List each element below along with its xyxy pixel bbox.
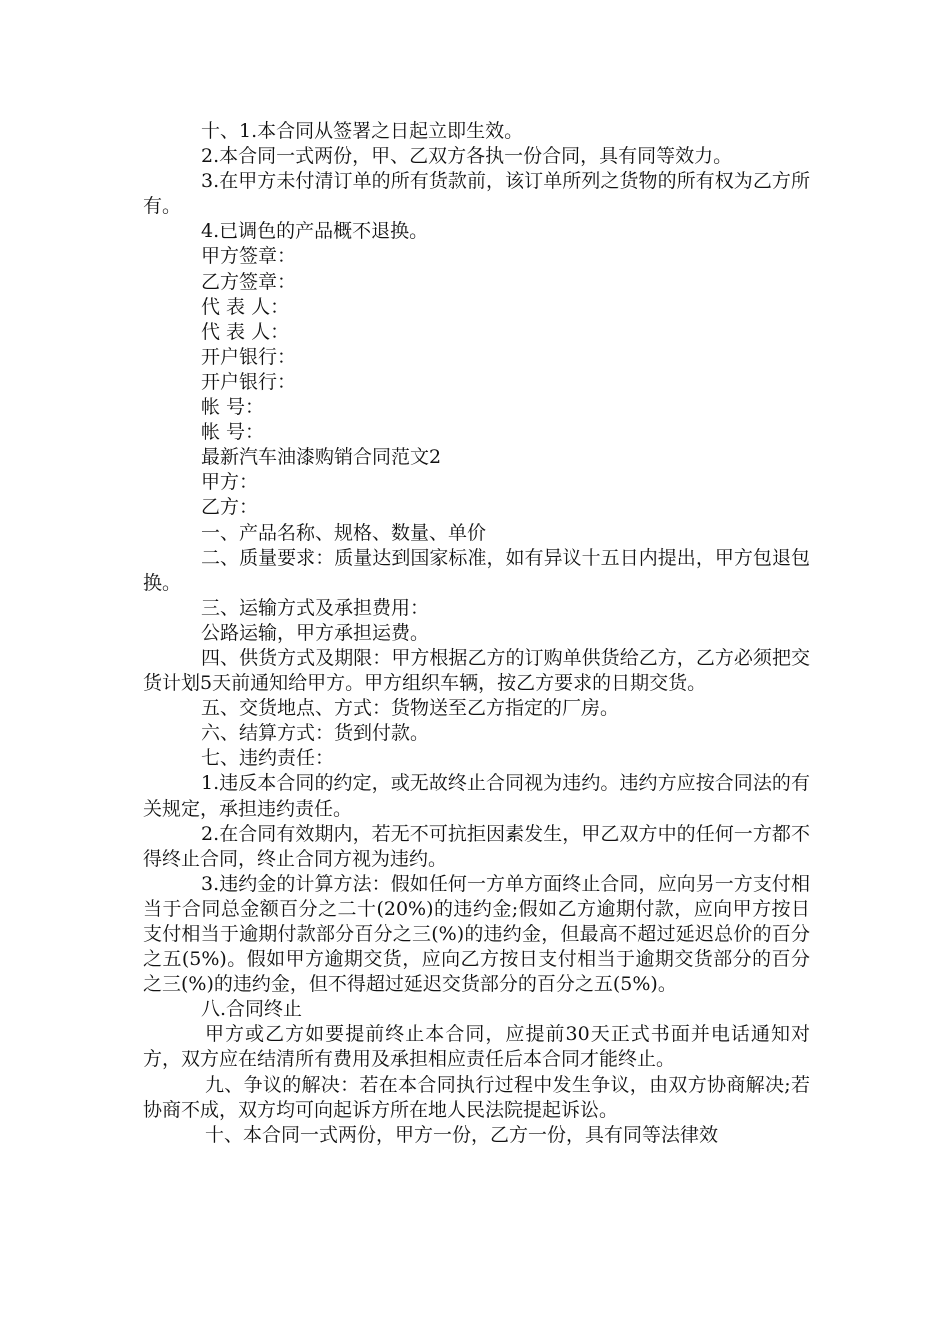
representative-label-b: 代 表 人： (201, 320, 290, 343)
clause-7-3: 3.违约金的计算方法：假如任何一方单方面终止合同，应向另一方支付相当于合同总金额百分之二十(20%)的违约金;假如乙方逾期付款，应向甲方按日支付相当于逾期付款部分百分之三(%)的违约金，但最高不超过延迟总价的百分之五(5%)。假如甲方逾期交货，应向乙方按日支付相当于逾期交货部分的百分之三(%)的违约金，但不得超过延迟交货部分的百分之五(5%)。 (143, 872, 810, 996)
clause-7-2: 2.在合同有效期内，若无不可抗拒因素发生，甲乙双方中的任何一方都不得终止合同，终止合同方视为违约。 (143, 822, 810, 870)
section-title: 最新汽车油漆购销合同范文2 (201, 446, 442, 469)
party-b-seal-label: 乙方签章： (201, 270, 297, 293)
account-label-a: 帐 号： (201, 396, 265, 419)
clause-4: 四、供货方式及期限：甲方根据乙方的订购单供货给乙方，乙方必须把交货计划5天前通知给甲方。甲方组织车辆，按乙方要求的日期交货。 (143, 646, 810, 695)
clause-3-detail: 公路运输，甲方承担运费。 (201, 621, 430, 644)
clause-10-4: 4.已调色的产品概不退换。 (201, 220, 429, 243)
party-a-label: 甲方： (201, 471, 259, 494)
clause-9: 九、争议的解决：若在本合同执行过程中发生争议，由双方协商解决;若协商不成，双方均可向起诉方所在地人民法院提起诉讼。 (143, 1073, 810, 1121)
party-b-label: 乙方： (201, 496, 259, 519)
contract-text (143, 119, 810, 1148)
clause-7-1: 1.违反本合同的约定，或无故终止合同视为违约。违约方应按合同法的有关规定，承担违约责任。 (143, 772, 810, 820)
clause-2: 二、质量要求：质量达到国家标准，如有异议十五日内提出，甲方包退包换。 (143, 546, 810, 594)
clause-8-detail: 甲方或乙方如要提前终止本合同，应提前30天正式书面并电话通知对方，双方应在结清所有费用及承担相应责任后本合同才能终止。 (143, 1023, 810, 1071)
clause-10: 十、本合同一式两份，甲方一份，乙方一份，具有同等法律效 (205, 1123, 719, 1146)
clause-7: 七、违约责任： (201, 747, 335, 770)
clause-6: 六、结算方式：货到付款。 (201, 722, 430, 745)
clause-10-2: 2.本合同一式两份，甲、乙双方各执一份合同，具有同等效力。 (201, 145, 733, 168)
bank-label-b: 开户银行： (201, 370, 297, 393)
clause-5: 五、交货地点、方式：货物送至乙方指定的厂房。 (201, 697, 620, 720)
account-label-b: 帐 号： (201, 421, 265, 444)
bank-label-a: 开户银行： (201, 345, 297, 368)
clause-10-1: 十、1.本合同从签署之日起立即生效。 (201, 120, 524, 142)
clause-3: 三、运输方式及承担费用： (201, 596, 430, 619)
party-a-seal-label: 甲方签章： (201, 245, 297, 268)
clause-1: 一、产品名称、规格、数量、单价 (201, 521, 487, 544)
clause-10-3: 3.在甲方未付清订单的所有货款前，该订单所列之货物的所有权为乙方所有。 (143, 170, 810, 218)
clause-8: 八.合同终止 (201, 998, 303, 1021)
representative-label-a: 代 表 人： (201, 295, 290, 318)
